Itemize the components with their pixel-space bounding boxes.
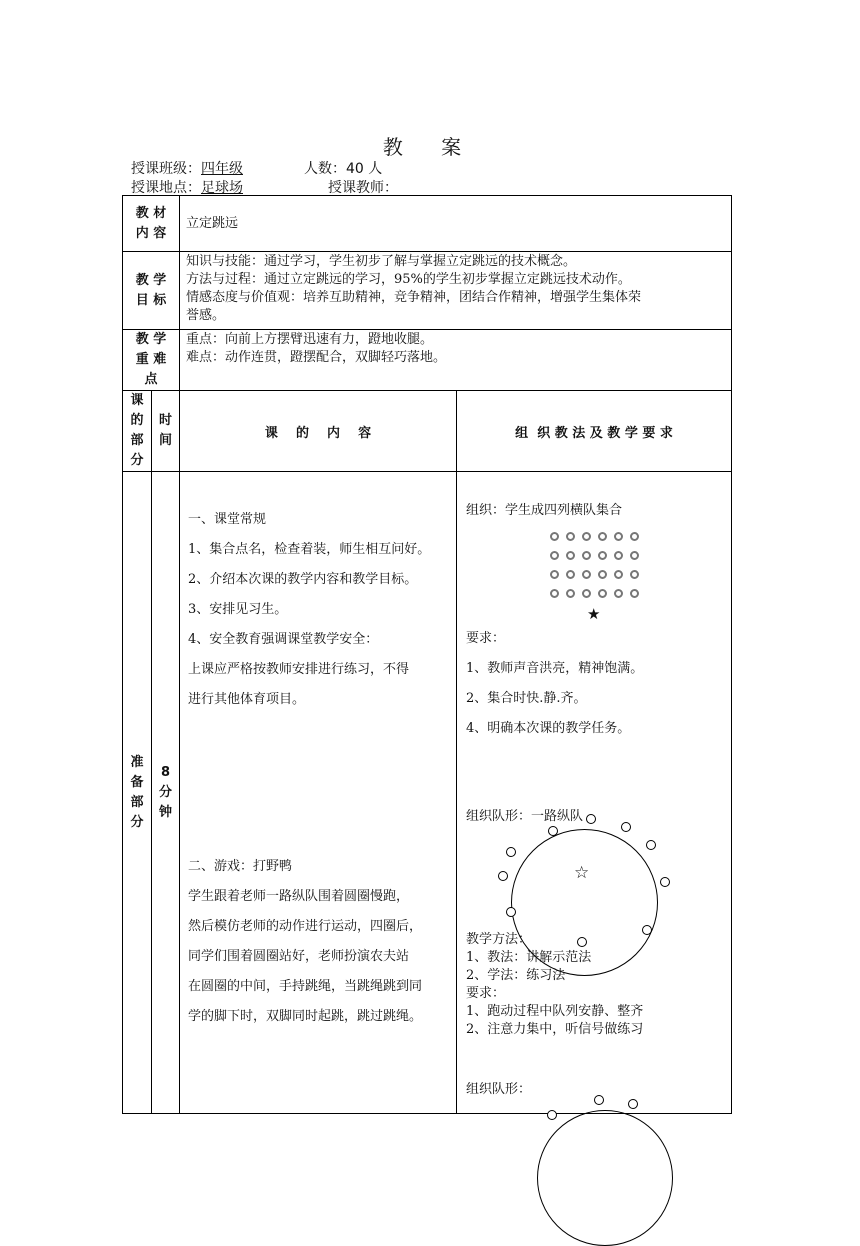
goals-cell: [180, 252, 732, 330]
goal-line: 誉感。: [186, 308, 226, 323]
teacher-label: 授课教师：: [328, 180, 398, 196]
content-line: 学的脚下时，双脚同时起跳，跳过跳绳。: [188, 1009, 423, 1024]
student-dot-icon: [566, 551, 575, 560]
class-line: [131, 158, 243, 178]
col-part-header: 课 的 部 分: [123, 391, 152, 472]
org-text: 组织：学生成四列横队集合: [466, 503, 623, 518]
student-dot-icon: [550, 551, 559, 560]
material-row: [123, 196, 732, 252]
teach-label: 教学方法：: [466, 932, 532, 947]
req2-item: 1、跑动过程中队列安静、整齐: [466, 1004, 644, 1019]
key-cell: [180, 330, 732, 391]
student-dot-icon: [598, 551, 607, 560]
lesson-table: [122, 195, 732, 1114]
student-circle-icon: [506, 907, 516, 917]
goal-line: 情感态度与价值观：培养互助精神，竞争精神，团结合作精神，增强学生集体荣: [186, 290, 642, 305]
content-line: 学生跟着老师一路纵队围着圆圈慢跑，: [188, 889, 410, 904]
student-circle-icon: [506, 847, 516, 857]
content-line: 4、安全教育强调课堂教学安全：: [188, 632, 379, 647]
venue-line: [131, 177, 243, 197]
column-header-row: [123, 391, 732, 472]
formation1-label: 组织队形：一路纵队: [466, 809, 584, 824]
teacher-star-outline-icon: ☆: [574, 863, 590, 883]
student-circle-icon: [548, 826, 558, 836]
prep-method-cell: [457, 472, 732, 1114]
student-dot-icon: [614, 551, 623, 560]
student-dot-icon: [550, 532, 559, 541]
req2-label: 要求：: [466, 986, 506, 1001]
student-dot-icon: [598, 532, 607, 541]
count-label: 人数：: [304, 161, 346, 177]
venue-value: 足球场: [201, 180, 243, 196]
student-dot-icon: [566, 570, 575, 579]
student-circle-icon: [646, 840, 656, 850]
prep-content-cell: [180, 472, 457, 1114]
key-line: 重点：向前上方摆臂迅速有力，蹬地收腿。: [186, 332, 434, 347]
student-dot-icon: [614, 589, 623, 598]
student-dot-icon: [630, 589, 639, 598]
content-line: 1、集合点名，检查着装，师生相互问好。: [188, 542, 431, 557]
goals-row: [123, 252, 732, 330]
student-circle-icon: [577, 937, 587, 947]
material-text: 立定跳远: [186, 215, 239, 231]
student-circle-icon: [594, 1095, 604, 1105]
goal-line: 知识与技能：通过学习，学生初步了解与掌握立定跳远的技术概念。: [186, 254, 577, 269]
col-time-header: 时 间: [152, 391, 180, 472]
venue-label: 授课地点：: [131, 180, 201, 196]
prep-row: [123, 472, 732, 1114]
content-line: 一、课堂常规: [188, 512, 267, 527]
student-dot-icon: [566, 532, 575, 541]
student-circle-icon: [642, 925, 652, 935]
teach-item: 2、学法：练习法: [466, 968, 566, 983]
student-dot-icon: [582, 551, 591, 560]
goal-line: 方法与过程：通过立定跳远的学习，95%的学生初步掌握立定跳远技术动作。: [186, 272, 631, 287]
material-label: 教 材 内 容: [123, 196, 180, 252]
teacher-star-icon: ★: [587, 605, 601, 623]
key-line: 难点：动作连贯，蹬摆配合，双脚轻巧落地。: [186, 350, 447, 365]
student-dot-icon: [582, 532, 591, 541]
student-circle-icon: [628, 1099, 638, 1109]
student-dot-icon: [614, 570, 623, 579]
req-item: 2、集合时快.静.齐。: [466, 691, 587, 706]
student-circle-icon: [660, 877, 670, 887]
teach-item: 1、教法：讲解示范法: [466, 950, 592, 965]
student-circle-icon: [621, 822, 631, 832]
class-value: 四年级: [201, 161, 243, 177]
student-circle-icon: [547, 1110, 557, 1120]
content-line: 同学们围着圆圈站好，老师扮演农夫站: [188, 949, 410, 964]
goals-label: 教 学 目 标: [123, 252, 180, 330]
formation2-label: 组织队形：: [466, 1082, 532, 1097]
student-dot-icon: [630, 532, 639, 541]
content-line: 2、介绍本次课的教学内容和教学目标。: [188, 572, 418, 587]
key-label: 教 学 重 难 点: [123, 330, 180, 391]
key-row: [123, 330, 732, 391]
content-line: 二、游戏：打野鸭: [188, 859, 293, 874]
student-dot-icon: [598, 570, 607, 579]
req2-item: 2、注意力集中，听信号做练习: [466, 1022, 644, 1037]
student-dot-icon: [630, 551, 639, 560]
student-dot-icon: [550, 570, 559, 579]
prep-part-label: 准 备 部 分: [123, 472, 152, 1114]
req-label: 要求：: [466, 631, 506, 646]
count-value: 40 人: [346, 161, 383, 177]
student-dot-icon: [550, 589, 559, 598]
content-line: 在圆圈的中间，手持跳绳，当跳绳跳到同: [188, 979, 423, 994]
student-dot-icon: [630, 570, 639, 579]
student-circle-icon: [586, 814, 596, 824]
content-line: 3、安排见习生。: [188, 602, 288, 617]
student-dot-icon: [598, 589, 607, 598]
col-content-header: 课 的 内 容: [180, 391, 457, 472]
material-cell: [180, 196, 732, 252]
content-line: 然后模仿老师的动作进行运动，四圈后，: [188, 919, 423, 934]
class-label: 授课班级：: [131, 161, 201, 177]
col-method-header: 组 织 教 法 及 教 学 要 求: [457, 391, 732, 472]
student-dot-icon: [582, 589, 591, 598]
prep-time-label: 8 分 钟: [152, 472, 180, 1114]
count-line: [304, 158, 382, 178]
req-item: 4、明确本次课的教学任务。: [466, 721, 631, 736]
req-item: 1、教师声音洪亮，精神饱满。: [466, 661, 644, 676]
game-circle: [537, 1110, 673, 1246]
student-dot-icon: [614, 532, 623, 541]
content-line: 进行其他体育项目。: [188, 692, 306, 707]
content-line: 上课应严格按教师安排进行练习，不得: [188, 662, 410, 677]
student-circle-icon: [498, 871, 508, 881]
student-dot-icon: [582, 570, 591, 579]
page-title: 教 案: [382, 135, 478, 159]
student-dot-icon: [566, 589, 575, 598]
